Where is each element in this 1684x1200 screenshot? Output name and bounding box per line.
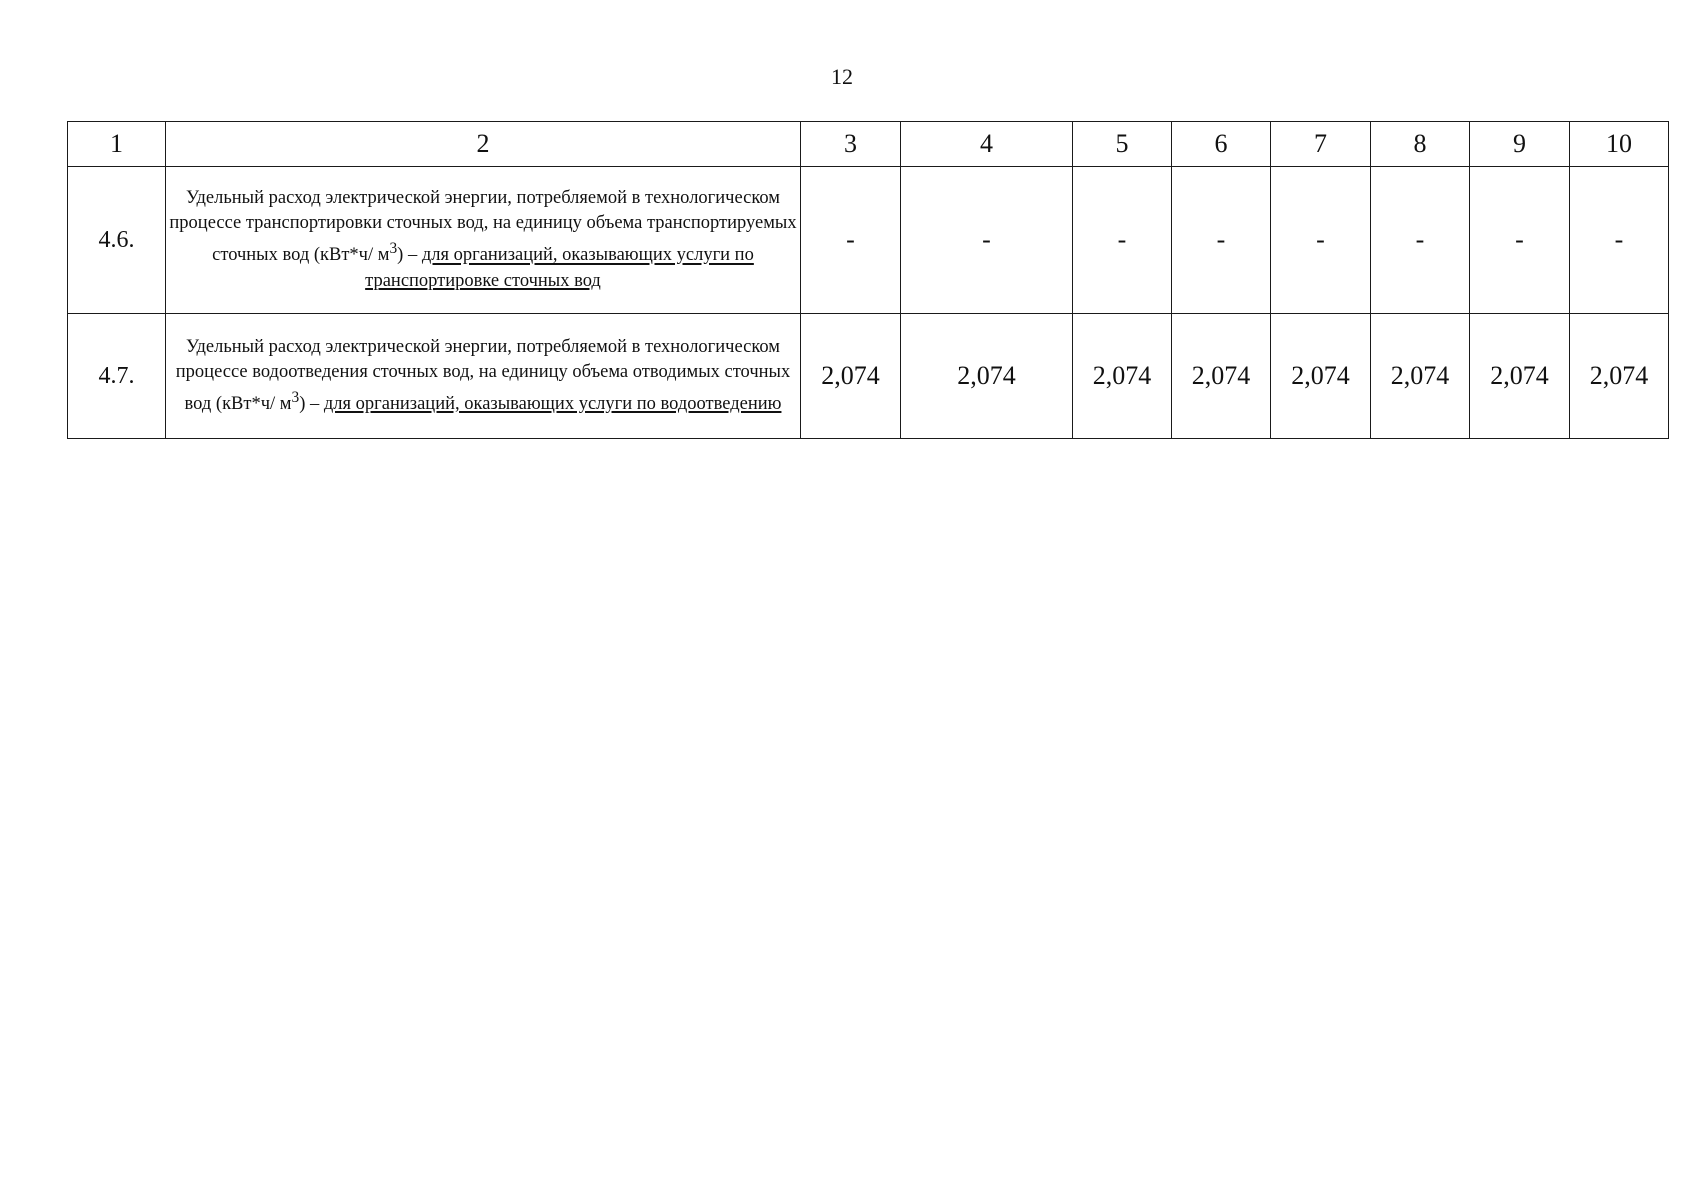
value-cell: -: [901, 167, 1073, 314]
value-cell: 2,074: [1271, 314, 1371, 439]
page-number: 12: [831, 64, 853, 89]
table-row: [68, 314, 1669, 439]
value-cell: 2,074: [1570, 314, 1669, 439]
superscript: 3: [291, 388, 300, 406]
indicators-table: [67, 121, 1669, 439]
column-header-2: 2: [166, 122, 801, 167]
value-cell: -: [1470, 167, 1570, 314]
superscript: 3: [389, 240, 398, 258]
value-cell: 2,074: [1371, 314, 1470, 439]
table-header-row: [68, 122, 1669, 167]
row-description: [166, 167, 801, 314]
description-text-after: ) –: [299, 394, 324, 415]
column-header-7: 7: [1271, 122, 1371, 167]
row-description: [166, 314, 801, 439]
column-header-1: 1: [68, 122, 166, 167]
value-cell: -: [1570, 167, 1669, 314]
description-text: Удельный расход электрической энергии, потребляемой в технологическом процессе транспортировки сточных вод, на единицу объема транспортируемых сточных вод (кВт*ч/ м: [169, 188, 797, 266]
value-cell: 2,074: [1172, 314, 1271, 439]
description-text: Удельный расход электрической энергии, потребляемой в технологическом процессе водоотведения сточных вод, на единицу объема отводимых сточных вод (кВт*ч/ м: [175, 336, 791, 415]
column-header-4: 4: [901, 122, 1073, 167]
row-number: 4.7.: [68, 314, 166, 439]
value-cell: 2,074: [1470, 314, 1570, 439]
description-underlined: для организаций, оказывающих услуги по транспортировке сточных вод: [365, 245, 754, 291]
description-text-after: ) –: [397, 245, 422, 266]
table-row: [68, 167, 1669, 314]
column-header-6: 6: [1172, 122, 1271, 167]
column-header-9: 9: [1470, 122, 1570, 167]
column-header-3: 3: [801, 122, 901, 167]
value-cell: 2,074: [1073, 314, 1172, 439]
description-underlined: для организаций, оказывающих услуги по водоотведению: [323, 394, 782, 415]
value-cell: -: [801, 167, 901, 314]
value-cell: 2,074: [901, 314, 1073, 439]
value-cell: -: [1271, 167, 1371, 314]
value-cell: -: [1172, 167, 1271, 314]
column-header-5: 5: [1073, 122, 1172, 167]
value-cell: -: [1371, 167, 1470, 314]
column-header-10: 10: [1570, 122, 1669, 167]
row-number: 4.6.: [68, 167, 166, 314]
value-cell: -: [1073, 167, 1172, 314]
column-header-8: 8: [1371, 122, 1470, 167]
value-cell: 2,074: [801, 314, 901, 439]
